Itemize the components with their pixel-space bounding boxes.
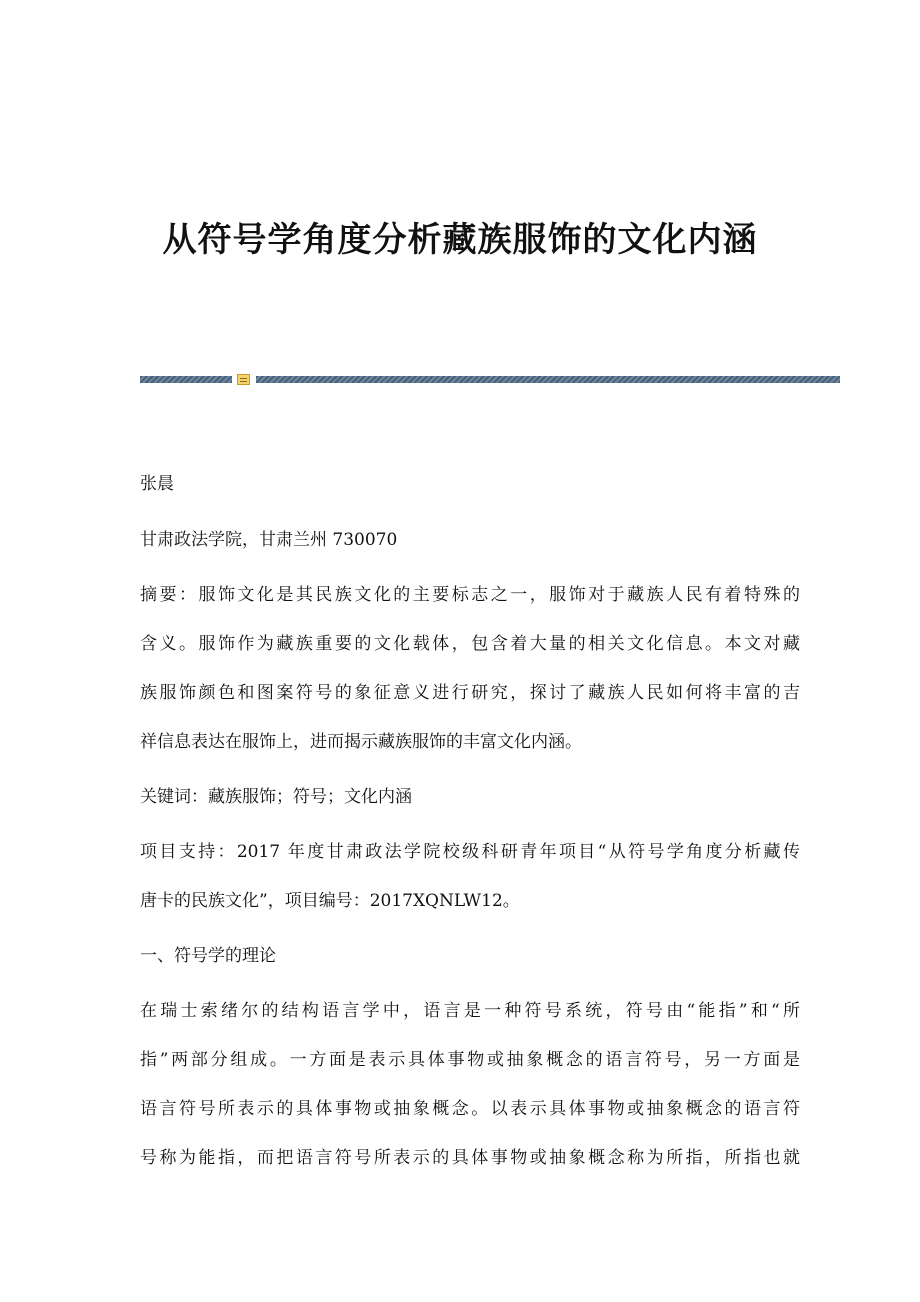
divider-bar-right — [256, 376, 840, 383]
abstract-line: 祥信息表达在服饰上，进而揭示藏族服饰的丰富文化内涵。 — [140, 732, 582, 752]
keywords: 关键词：藏族服饰；符号；文化内涵 — [140, 787, 412, 807]
body-paragraph-line: 在瑞士索绪尔的结构语言学中，语言是一种符号系统，符号由“能指”和“所 — [140, 1001, 800, 1021]
funding-line: 项目支持：2017 年度甘肃政法学院校级科研青年项目“从符号学角度分析藏传 — [140, 842, 800, 862]
divider-ornament-icon — [237, 374, 250, 385]
funding-line: 唐卡的民族文化”，项目编号：2017XQNLW12。 — [140, 891, 520, 911]
divider-bar-left — [140, 376, 232, 383]
abstract-line: 含义。服饰作为藏族重要的文化载体，包含着大量的相关文化信息。本文对藏 — [140, 634, 800, 654]
body-paragraph-line: 语言符号所表示的具体事物或抽象概念。以表示具体事物或抽象概念的语言符 — [140, 1099, 800, 1119]
author-name: 张晨 — [140, 474, 174, 494]
title-divider — [140, 374, 840, 386]
body-paragraph-line: 号称为能指，而把语言符号所表示的具体事物或抽象概念称为所指，所指也就 — [140, 1148, 800, 1168]
body-paragraph-line: 指”两部分组成。一方面是表示具体事物或抽象概念的语言符号，另一方面是 — [140, 1050, 800, 1070]
document-title: 从符号学角度分析藏族服饰的文化内涵 — [162, 220, 758, 260]
author-affiliation: 甘肃政法学院，甘肃兰州 730070 — [140, 530, 398, 550]
abstract-line: 摘要：服饰文化是其民族文化的主要标志之一，服饰对于藏族人民有着特殊的 — [140, 585, 800, 605]
section-heading: 一、符号学的理论 — [140, 946, 276, 966]
abstract-line: 族服饰颜色和图案符号的象征意义进行研究，探讨了藏族人民如何将丰富的吉 — [140, 683, 800, 703]
